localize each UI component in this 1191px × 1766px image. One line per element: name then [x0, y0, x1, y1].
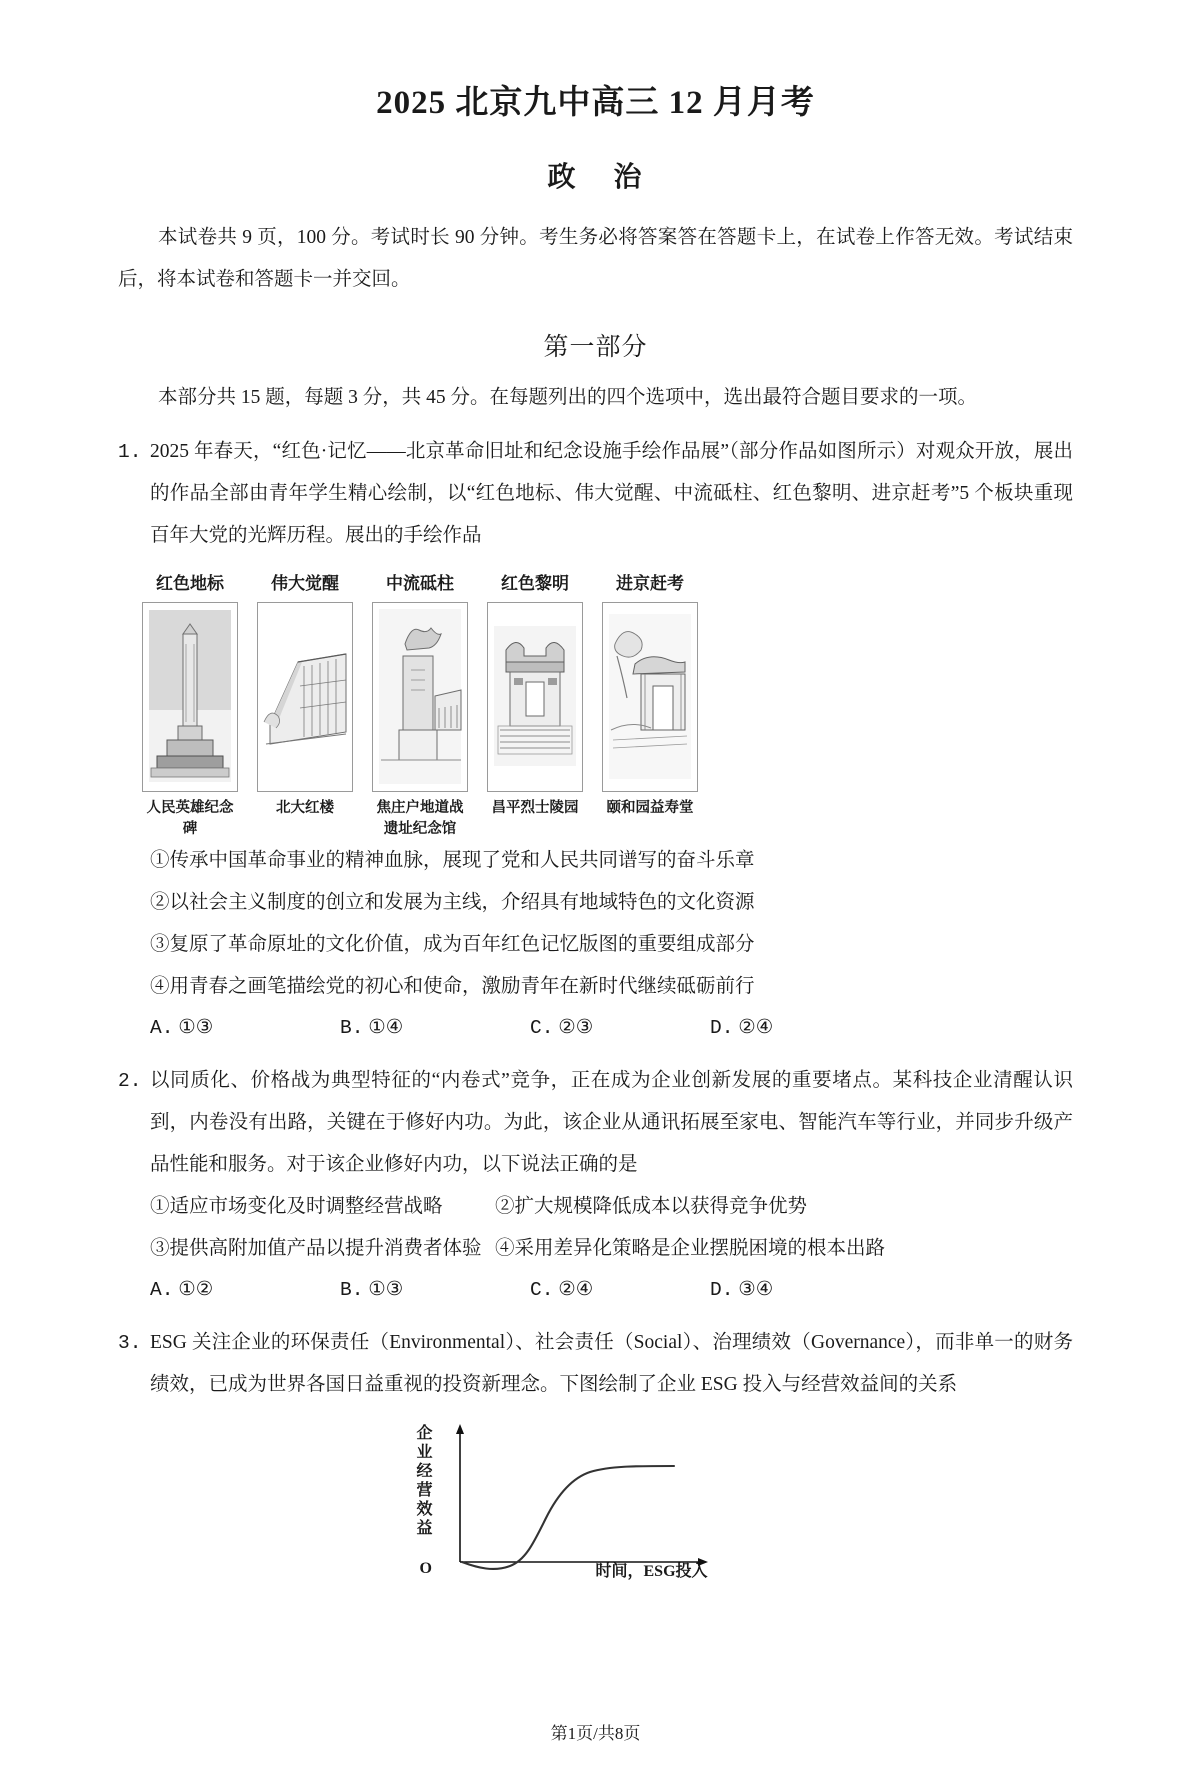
exam-page: [0, 82, 1191, 1766]
gallery-caption-2: 北大红楼: [276, 799, 334, 816]
gallery-item-4: [485, 602, 585, 792]
question-1-gallery: [140, 571, 700, 840]
garden-hall-artwork-image: [602, 602, 698, 792]
question-1-option-2: ②以社会主义制度的创立和发展为主线，介绍具有地域特色的文化资源: [150, 891, 755, 913]
gallery-head-1: 红色地标: [156, 573, 224, 593]
question-3-stem: ESG 关注企业的环保责任（Environmental）、社会责任（Social）、治理绩效（Governance），而非单一的财务绩效，已成为世界各国日益重视的投资新理念。下图绘制了企业 ESG 投入与经营效益间的关系: [150, 1331, 1073, 1395]
question-1-answer-b[interactable]: [340, 1008, 530, 1048]
gallery-col-4: [485, 571, 585, 602]
gallery-caption-5: 颐和园益寿堂: [606, 799, 694, 816]
esg-chart-container: [118, 1424, 1073, 1602]
gallery-caption-cell-2: [255, 792, 355, 840]
gallery-item-1: [140, 602, 240, 792]
question-2-answer-c[interactable]: [530, 1270, 710, 1310]
answer-letter-b: B.: [340, 1278, 364, 1301]
question-1-option-4: ④用青春之画笔描绘党的初心和使命，激励青年在新时代继续砥砺前行: [150, 975, 755, 997]
answer-letter-a: A.: [150, 1016, 174, 1039]
answer-value-a: ①③: [178, 1016, 214, 1038]
chart-x-axis-label: 时间，ESG投入: [595, 1562, 708, 1580]
question-2-answer-d[interactable]: [710, 1270, 870, 1310]
red-building-artwork-image: [257, 602, 353, 792]
part-heading: 第一部分: [543, 333, 648, 361]
gallery-head-2: 伟大觉醒: [271, 573, 339, 593]
gallery-captions-row: [140, 792, 700, 840]
answer-letter-d: D.: [710, 1016, 734, 1039]
answer-letter-a: A.: [150, 1278, 174, 1301]
question-2-option-1: ①适应市场变化及时调整经营战略: [150, 1195, 443, 1217]
answer-value-c: ②③: [558, 1016, 594, 1038]
answer-value-a: ①②: [178, 1278, 214, 1300]
answer-letter-c: C.: [530, 1016, 554, 1039]
question-2-options-row-1: [118, 1186, 1073, 1228]
question-1-option-1: ①传承中国革命事业的精神血脉，展现了党和人民共同谱写的奋斗乐章: [150, 849, 755, 871]
gallery-head-4: 红色黎明: [501, 573, 569, 593]
gallery-caption-cell-3: [370, 792, 470, 840]
answer-letter-d: D.: [710, 1278, 734, 1301]
answer-value-b: ①④: [368, 1016, 404, 1038]
question-2-answer-a[interactable]: [150, 1270, 340, 1310]
question-1-stem: 2025 年春天，“红色·记忆——北京革命旧址和纪念设施手绘作品展”（部分作品如图所示）对观众开放，展出的作品全部由青年学生精心绘制，以“红色地标、伟大觉醒、中流砥柱、红色黎明、进京赶考”5 个板块重现百年大党的光辉历程。展出的手绘作品: [150, 440, 1073, 546]
gallery-caption-cell-1: [140, 792, 240, 840]
exam-instructions: 本试卷共 9 页，100 分。考试时长 90 分钟。考生务必将答案答在答题卡上，在试卷上作答无效。考试结束后，将本试卷和答题卡一并交回。: [118, 226, 1073, 290]
memorial-statue-artwork-image: [372, 602, 468, 792]
gallery-caption-cell-4: [485, 792, 585, 840]
chart-y-axis-label: 企业经营效益: [416, 1424, 433, 1537]
question-1-answer-d[interactable]: [710, 1008, 870, 1048]
gallery-item-3: [370, 602, 470, 792]
gallery-item-2: [255, 602, 355, 792]
question-1-answers: [118, 1008, 1073, 1048]
page-title: 2025 北京九中高三 12 月月考: [376, 85, 815, 121]
question-2-option-4: ④采用差异化策略是企业摆脱困境的根本出路: [495, 1237, 886, 1259]
question-1: [118, 431, 1073, 557]
gallery-col-3: [370, 571, 470, 602]
monument-artwork-image: [142, 602, 238, 792]
subject-title: [118, 155, 1073, 195]
cemetery-gate-artwork-image: [487, 602, 583, 792]
gallery-col-5: [600, 571, 700, 602]
question-2-option-2: ②扩大规模降低成本以获得竞争优势: [495, 1195, 808, 1217]
gallery-caption-4: 昌平烈士陵园: [491, 799, 579, 816]
gallery-item-5: [600, 602, 700, 792]
subject-char-2: 治: [613, 161, 644, 193]
question-3-number: 3.: [118, 1331, 142, 1354]
answer-value-b: ①③: [368, 1278, 404, 1300]
gallery-caption-1: 人民英雄纪念碑: [146, 799, 234, 837]
question-1-option-3: ③复原了革命原址的文化价值，成为百年红色记忆版图的重要组成部分: [150, 933, 755, 955]
chart-origin-label: O: [419, 1559, 432, 1577]
question-3: [118, 1322, 1073, 1406]
question-1-answer-c[interactable]: [530, 1008, 710, 1048]
question-2: [118, 1060, 1073, 1186]
answer-value-d: ②④: [738, 1016, 774, 1038]
question-1-answer-a[interactable]: [150, 1008, 340, 1048]
question-2-answers: [118, 1270, 1073, 1310]
gallery-col-2: [255, 571, 355, 602]
answer-letter-b: B.: [340, 1016, 364, 1039]
chart-plot-area: [438, 1422, 738, 1582]
question-2-number: 2.: [118, 1069, 142, 1092]
question-2-option-3: ③提供高附加值产品以提升消费者体验: [150, 1237, 482, 1259]
gallery-head-3: 中流砥柱: [386, 573, 454, 593]
gallery-col-1: [140, 571, 240, 602]
gallery-head-5: 进京赶考: [616, 573, 684, 593]
gallery-caption-cell-5: [600, 792, 700, 840]
answer-value-c: ②④: [558, 1278, 594, 1300]
question-2-options-row-2: [118, 1228, 1073, 1270]
answer-letter-c: C.: [530, 1278, 554, 1301]
answer-value-d: ③④: [738, 1278, 774, 1300]
gallery-caption-3: 焦庄户地道战遗址纪念馆: [376, 799, 464, 837]
esg-chart: [416, 1424, 776, 1602]
question-2-stem: 以同质化、价格战为典型特征的“内卷式”竞争，正在成为企业创新发展的重要堵点。某科技企业清醒认识到，内卷没有出路，关键在于修好内功。为此，该企业从通讯拓展至家电、智能汽车等行业，并同步升级产品性能和服务。对于该企业修好内功，以下说法正确的是: [150, 1069, 1073, 1175]
question-2-answer-b[interactable]: [340, 1270, 530, 1310]
gallery-headers-row: [140, 571, 700, 602]
subject-char-1: 政: [547, 161, 578, 193]
part-description: 本部分共 15 题，每题 3 分，共 45 分。在每题列出的四个选项中，选出最符合题目要求的一项。: [158, 386, 978, 408]
gallery-images-row: [140, 602, 700, 792]
page-footer: 第1页/共8页: [550, 1724, 641, 1743]
question-1-number: 1.: [118, 440, 142, 463]
